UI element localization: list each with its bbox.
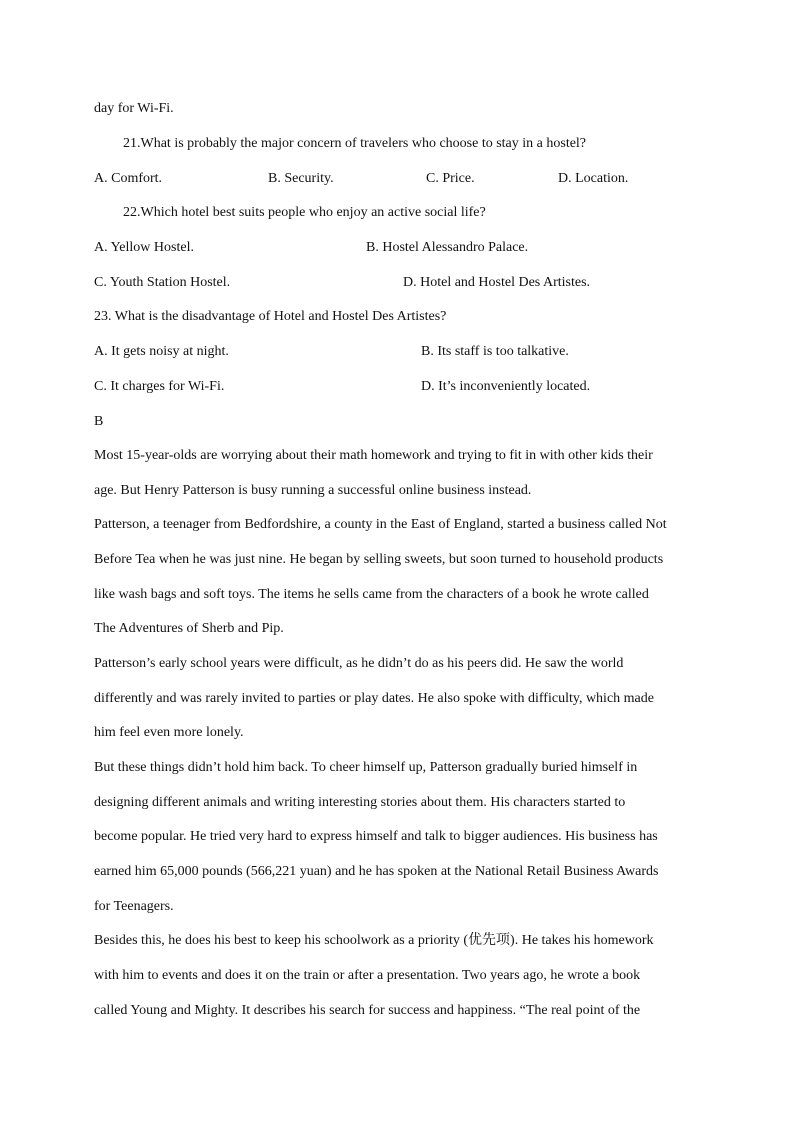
q21-option-b: B. Security.	[268, 171, 334, 186]
passage-line: Patterson’s early school years were difficult, as he didn’t do as his peers did. He saw the world	[94, 656, 624, 671]
q21-option-a: A. Comfort.	[94, 171, 163, 186]
q23-option-a: A. It gets noisy at night.	[94, 344, 229, 359]
q21-option-c: C. Price.	[426, 171, 475, 186]
passage-line: Most 15-year-olds are worrying about their math homework and trying to fit in with other kids their	[94, 448, 653, 463]
q22-option-c: C. Youth Station Hostel.	[94, 275, 231, 290]
q22-option-b: B. Hostel Alessandro Palace.	[366, 240, 529, 255]
passage-line: The Adventures of Sherb and Pip.	[94, 621, 284, 636]
q21-option-d: D. Location.	[558, 171, 629, 186]
passage-line: for Teenagers.	[94, 899, 174, 914]
carry-over-line: day for Wi-Fi.	[94, 101, 174, 116]
passage-line: called Young and Mighty. It describes his search for success and happiness. “The real point of the	[94, 1003, 641, 1018]
q23-option-b: B. Its staff is too talkative.	[421, 344, 569, 359]
passage-line: him feel even more lonely.	[94, 725, 244, 740]
passage-line: Besides this, he does his best to keep his schoolwork as a priority (优先项). He takes his homework	[94, 933, 654, 948]
passage-line: age. But Henry Patterson is busy running a successful online business instead.	[94, 483, 532, 498]
question-21-stem: 21.What is probably the major concern of travelers who choose to stay in a hostel?	[123, 136, 587, 151]
q23-option-d: D. It’s inconveniently located.	[421, 379, 591, 394]
q22-option-a: A. Yellow Hostel.	[94, 240, 194, 255]
passage-line: But these things didn’t hold him back. To cheer himself up, Patterson gradually buried himself in	[94, 760, 638, 775]
q23-option-c: C. It charges for Wi-Fi.	[94, 379, 225, 394]
passage-line: designing different animals and writing interesting stories about them. His characters started to	[94, 795, 626, 810]
passage-line: become popular. He tried very hard to express himself and talk to bigger audiences. His business has	[94, 829, 658, 844]
passage-line: with him to events and does it on the train or after a presentation. Two years ago, he wrote a book	[94, 968, 641, 983]
question-23-stem: 23. What is the disadvantage of Hotel and Hostel Des Artistes?	[94, 309, 447, 324]
section-label: B	[94, 414, 104, 429]
question-22-stem: 22.Which hotel best suits people who enjoy an active social life?	[123, 205, 486, 220]
passage-line: like wash bags and soft toys. The items he sells came from the characters of a book he wrote called	[94, 587, 649, 602]
passage-line: Patterson, a teenager from Bedfordshire, a county in the East of England, started a business called Not	[94, 517, 667, 532]
passage-line: differently and was rarely invited to parties or play dates. He also spoke with difficulty, which made	[94, 691, 654, 706]
passage-line: earned him 65,000 pounds (566,221 yuan) and he has spoken at the National Retail Business Awards	[94, 864, 659, 879]
q22-option-d: D. Hotel and Hostel Des Artistes.	[403, 275, 591, 290]
passage-line: Before Tea when he was just nine. He began by selling sweets, but soon turned to household products	[94, 552, 664, 567]
